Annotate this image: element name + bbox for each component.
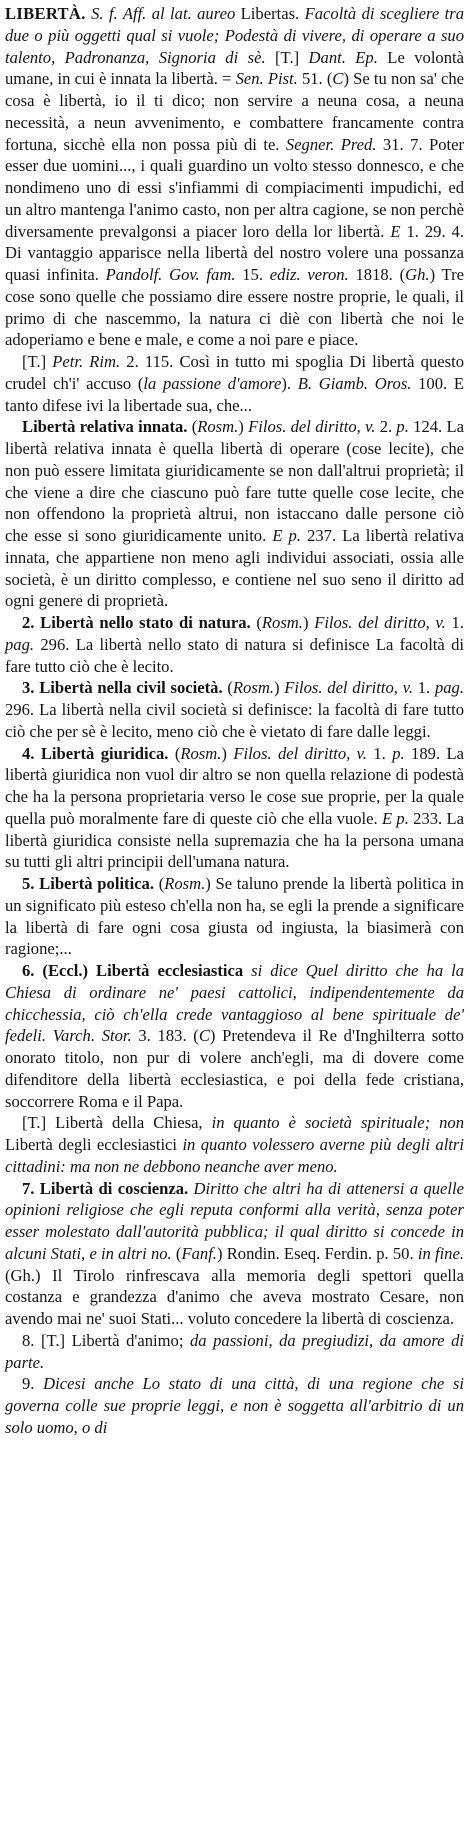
text-run: 2. — [375, 417, 397, 437]
sense-heading: 6. (Eccl.) Libertà ecclesiastica — [22, 961, 244, 980]
text-run: ( — [222, 678, 233, 698]
text-run: 9. — [22, 1374, 44, 1394]
text-run: 2. 115. Così in tutto mi spoglia Di libertà questo crudel ch'i' accuso ( — [5, 352, 464, 393]
text-run: ( — [187, 417, 198, 437]
italic-run: pag. — [434, 678, 464, 698]
italic-run: Filos. del diritto, v. — [248, 417, 376, 437]
italic-run: Varch. Stor. — [52, 1026, 132, 1046]
italic-run: Dicesi anche Lo stato di una città, di una regione che si governa colle sue proprie leggi, e non è soggetta all'arbitrio di un solo uomo, o di — [5, 1374, 464, 1437]
entry-paragraph — [5, 1178, 464, 1330]
italic-run: Gh. — [405, 265, 430, 284]
text-run: 296. La libertà nella civil società si definisce: la facoltà di fare tutto ciò che per sè è lecito, meno ciò che è vietato di fare dalle leggi. — [5, 700, 464, 741]
text-run: 1. 29. 4. Di vantaggio apparisce nella libertà del nostro volere una possanza quasi infinita. — [5, 221, 464, 284]
italic-run: in quanto volessero averne più degli altri cittadini: ma non ne debbono neanche aver meno. — [5, 1135, 464, 1176]
text-run: ) — [221, 743, 234, 763]
italic-run: Fanf. — [181, 1243, 217, 1263]
text-run: [T.] — [22, 352, 53, 371]
italic-run: E p. — [272, 526, 302, 545]
text-run: ( — [250, 613, 262, 632]
sense-heading: 2. Libertà nello stato di natura. — [22, 613, 251, 632]
sense-heading: 4. Libertà giuridica. — [22, 743, 169, 763]
italic-run: Filos. del diritto, v. — [284, 678, 413, 698]
entry-paragraph — [5, 873, 464, 960]
text-run: 233. La libertà giuridica consiste nella supremazia che ha la persona umana su tutti gli altri principii dell'umana natura. — [5, 808, 465, 872]
italic-run: da passioni, da pregiudizi, da amore di parte. — [5, 1330, 464, 1372]
text-run: 296. La libertà nello stato di natura si definisce La facoltà di fare tutto ciò che è lecito. — [5, 634, 464, 676]
italic-run: Pandolf. Gov. fam. — [105, 265, 236, 284]
text-run: Le volontà umane, in cui è innata la libertà. = — [5, 47, 464, 89]
text-run: ) Se tu non sa' che cosa è libertà, io il ti dico; non servire a neuna cosa, a neuna necessità, a neun avvenimento, e combattere francamente contra fortuna, sicchè ella non possa più di te. — [5, 69, 464, 154]
entry-paragraph — [5, 1330, 464, 1374]
sense-heading: 5. Libertà politica. — [22, 874, 155, 893]
text-run: ) Tre cose sono quelle che possiamo dire essere nostre proprie, le quali, il primo di che nascemmo, la natura ci diè con libertà che noi le adoperiamo e bene e male, e come a noi pare e piace. — [5, 265, 464, 350]
text-run: ( — [168, 743, 181, 763]
italic-run: ediz. veron. — [269, 265, 349, 284]
italic-run: si dice Quel diritto che ha la Chiesa di ordinare ne' paesi cattolici, indipendentemente da chicchessia, ciò ch'ella crede vantaggioso al bene spirituale de' fedeli. — [5, 961, 465, 1046]
sense-heading: Libertà relativa innata. — [22, 417, 188, 437]
entry-paragraph — [5, 677, 464, 742]
italic-run: Rosm. — [180, 743, 222, 763]
italic-run: pag. — [5, 634, 35, 654]
dictionary-entry-liberta — [5, 3, 464, 1439]
italic-run: Diritto che altri ha di attenersi a quelle opinioni religiose che egli reputa conformi alla verità, senza poter esser molestato dall'autorità pubblica; il qual diritto si concede in alcuni Stati, e in altri no. — [5, 1178, 464, 1263]
text-run: 8. [T.] Libertà d'animo; — [22, 1330, 190, 1350]
text-run: ) — [238, 417, 249, 437]
entry-paragraph — [5, 351, 464, 416]
text-run — [46, 1026, 53, 1045]
text-run: [T.] Libertà della Chiesa, — [22, 1113, 212, 1133]
text-run: 1. — [366, 743, 393, 763]
sense-heading: 7. Libertà di coscienza. — [22, 1178, 189, 1198]
text-run: 15. — [235, 265, 270, 284]
sense-heading: 3. Libertà nella civil società. — [22, 678, 223, 698]
text-run: Libertà degli ecclesiastici — [5, 1135, 183, 1154]
text-run: ( — [171, 1243, 182, 1263]
text-run: (Gh.) Il Tirolo rinfrescava alla memoria degli spettori quella costanza e grandezza d'animo che aveva mostrato Cesare, non avendo mai ne' suoi Stati... voluto concedere la libertà di coscienza. — [5, 1265, 464, 1328]
text-run: ) — [302, 613, 315, 632]
entry-paragraph — [5, 612, 464, 677]
italic-run: Rosm. — [197, 417, 239, 437]
entry-paragraph — [5, 960, 464, 1112]
text-run: 1. — [412, 678, 435, 698]
text-run: 124. La libertà relativa innata è quella libertà di operare (cose lecite), che non può essere limitata giuridicamente se non dall'altrui proprietà; il che viene a dire che ciascuno può fare tutte quelle cose lecite, che non offendono la proprietà altrui, non istaccano dalle persone ciò che esse si sono giuridicamente unito. — [5, 417, 464, 545]
italic-run: Sen. Pist. — [235, 69, 298, 89]
headword: LIBERTÀ. — [5, 4, 86, 23]
text-run: 31. 7. Poter esser due uomini..., i quali guardino un volto stesso donnesco, e che nondimeno uno di essi s'infiammi di compiacimenti impudichi, ed un altro mantenga l'animo casto, non per altra cagione, se non perchè diversamente prevalgonsi a piacer loro della lor libertà. — [5, 134, 464, 241]
text-run: Libertas. — [235, 4, 305, 23]
text-run: 3. 183. ( — [131, 1026, 199, 1046]
italic-run: Dant. Ep. — [308, 47, 378, 67]
italic-run: Filos. del diritto, v. — [233, 743, 367, 763]
text-run: ) Pretendeva il Re d'Inghilterra sotto onorato titolo, non pur di volere anch'egli, ma di dovere come difenditore della libertà ecclesiastica, e poi della fede cristiana, soccorrere Roma e il Papa. — [5, 1026, 464, 1111]
entry-paragraph — [5, 1112, 464, 1177]
italic-run: la passione d'amore — [143, 373, 282, 393]
italic-run: Facoltà di scegliere tra due o più oggetti qual si vuole; Podestà di vivere, di operare a suo talento, Padronanza, Signoria di sè. — [5, 4, 464, 67]
italic-run: Petr. Rim. — [52, 352, 121, 371]
text-run: [T.] — [265, 47, 309, 67]
text-run: 237. La libertà relativa innata, che appartiene non meno agli individui associati, ossia alle società, è un diritto complesso, e contiene nel suo seno il diritto ad ogni genere di proprietà. — [5, 526, 464, 611]
italic-run: in fine. — [417, 1243, 464, 1263]
italic-run: in quanto è società spirituale; non — [211, 1113, 465, 1133]
italic-run: p. — [392, 743, 405, 763]
text-run: ) Rondin. Eseq. Ferdin. p. 50. — [216, 1243, 418, 1263]
text-run: 189. La libertà giuridica non vuol dir altro se non quella relazione di podestà che ha la persona proprietaria verso le cose sue proprie, per la quale quella può moralmente fare di queste ciò che ella vuole. — [5, 743, 464, 828]
text-run — [243, 961, 251, 980]
entry-definition — [5, 3, 464, 351]
text-run: ) — [273, 678, 285, 698]
italic-run: Rosm. — [261, 613, 303, 632]
italic-run: E p. — [381, 808, 409, 828]
italic-run: p. — [396, 417, 409, 437]
entry-paragraph — [5, 743, 464, 874]
italic-run: Filos. del diritto, v. — [314, 613, 446, 632]
text-run: ). — [281, 373, 298, 393]
italic-run: Rosm. — [164, 874, 206, 893]
italic-run: Segner. Pred. — [285, 134, 377, 154]
text-run: 100. E tanto difese ivi la libertade sua, che... — [5, 373, 464, 415]
italic-run: B. Giamb. Oros. — [297, 373, 412, 393]
italic-run: C — [198, 1026, 210, 1046]
text-run: 51. ( — [297, 69, 333, 89]
entry-paragraph — [5, 1373, 464, 1438]
italic-run: Rosm. — [232, 678, 274, 698]
text-run: 1818. ( — [348, 265, 406, 284]
text-run: 1. — [445, 613, 464, 632]
text-run: ( — [154, 874, 165, 893]
entry-paragraph — [5, 416, 464, 612]
italic-run: C — [332, 69, 344, 89]
italic-run: S. f. Aff. al lat. aureo — [91, 4, 236, 23]
text-run: ) Se taluno prende la libertà politica in un significato più esteso ch'ella non ha, se egli la prende a significare la libertà di fare ogni cosa giusta od ingiusta, la biasimerà con ragione;... — [5, 874, 464, 959]
italic-run: E — [390, 221, 401, 241]
